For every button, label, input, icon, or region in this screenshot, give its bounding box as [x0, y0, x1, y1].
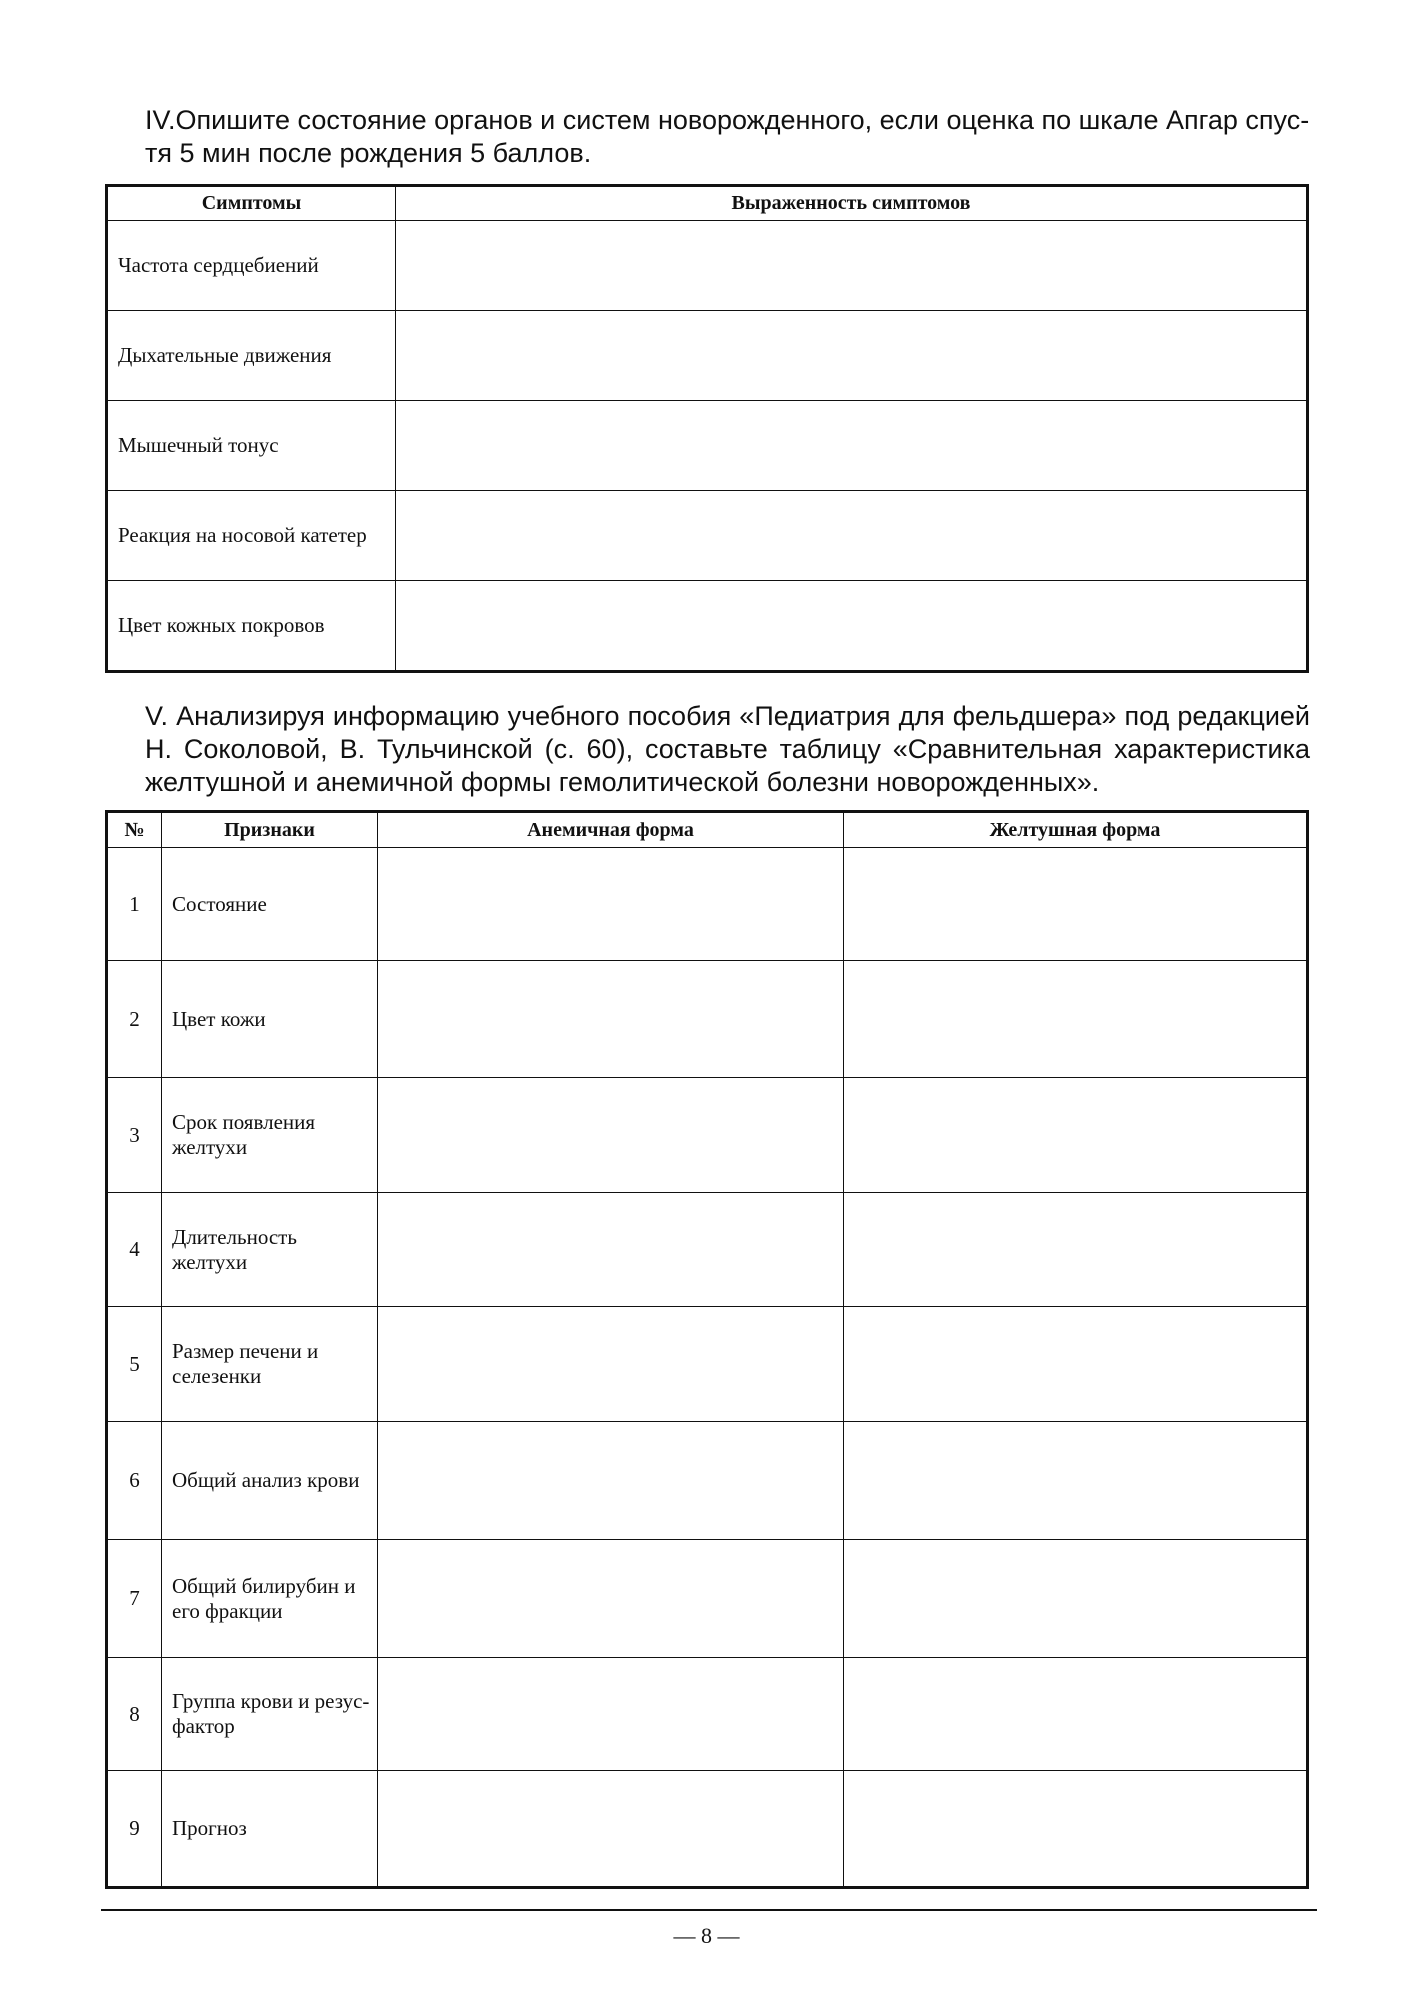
task-5-prompt-line-2: Н. Соколовой, В. Тульчинской (с. 60), составьте таблицу «Сравнительная характеристика [145, 734, 1310, 764]
row-number: 5 [107, 1307, 162, 1422]
task-5-prompt [145, 700, 1310, 799]
severity-answer-cell[interactable] [396, 581, 1308, 672]
table-row [107, 1771, 1308, 1888]
icteric-answer-cell[interactable] [844, 1540, 1308, 1658]
header-number: № [107, 812, 162, 848]
page-number: — 8 — [673, 1923, 740, 1948]
table-row [107, 581, 1308, 672]
header-signs: Признаки [162, 812, 378, 848]
symptom-cell: Реакция на носовой катетер [107, 491, 396, 581]
table-row [107, 961, 1308, 1078]
table-row [107, 491, 1308, 581]
hemolytic-disease-comparison-table [105, 810, 1309, 1889]
row-number: 8 [107, 1658, 162, 1771]
anemic-answer-cell[interactable] [378, 1771, 844, 1888]
severity-answer-cell[interactable] [396, 221, 1308, 311]
table-row [107, 401, 1308, 491]
row-number: 1 [107, 848, 162, 961]
anemic-answer-cell[interactable] [378, 1078, 844, 1193]
severity-answer-cell[interactable] [396, 401, 1308, 491]
anemic-answer-cell[interactable] [378, 1422, 844, 1540]
table-row [107, 221, 1308, 311]
severity-answer-cell[interactable] [396, 491, 1308, 581]
header-symptoms: Симптомы [107, 186, 396, 221]
sign-cell: Размер печени и селезенки [162, 1307, 378, 1422]
icteric-answer-cell[interactable] [844, 848, 1308, 961]
sign-cell: Состояние [162, 848, 378, 961]
sign-cell: Длительность желтухи [162, 1193, 378, 1307]
icteric-answer-cell[interactable] [844, 1078, 1308, 1193]
icteric-answer-cell[interactable] [844, 1658, 1308, 1771]
symptom-cell: Мышечный тонус [107, 401, 396, 491]
icteric-answer-cell[interactable] [844, 1422, 1308, 1540]
anemic-answer-cell[interactable] [378, 1193, 844, 1307]
anemic-answer-cell[interactable] [378, 848, 844, 961]
task-5-prompt-line-3: желтушной и анемичной формы гемолитической болезни новорожденных». [145, 767, 1100, 797]
row-number: 9 [107, 1771, 162, 1888]
table-header-row [107, 186, 1308, 221]
table-row [107, 1078, 1308, 1193]
symptom-cell: Частота сердцебиений [107, 221, 396, 311]
row-number: 2 [107, 961, 162, 1078]
table-row [107, 1422, 1308, 1540]
sign-cell: Группа крови и резус-фактор [162, 1658, 378, 1771]
anemic-answer-cell[interactable] [378, 1658, 844, 1771]
row-number: 3 [107, 1078, 162, 1193]
sign-cell: Общий анализ крови [162, 1422, 378, 1540]
task-4-prompt-line-1: IV.Опишите состояние органов и систем новорожденного, если оценка по шкале Апгар спус- [145, 105, 1310, 135]
icteric-answer-cell[interactable] [844, 961, 1308, 1078]
table-row [107, 1540, 1308, 1658]
row-number: 4 [107, 1193, 162, 1307]
header-icteric-form: Желтушная форма [844, 812, 1308, 848]
icteric-answer-cell[interactable] [844, 1193, 1308, 1307]
icteric-answer-cell[interactable] [844, 1771, 1308, 1888]
severity-answer-cell[interactable] [396, 311, 1308, 401]
symptom-cell: Цвет кожных покровов [107, 581, 396, 672]
table-row [107, 1658, 1308, 1771]
table-header-row [107, 812, 1308, 848]
apgar-symptoms-table [105, 184, 1309, 673]
icteric-answer-cell[interactable] [844, 1307, 1308, 1422]
row-number: 7 [107, 1540, 162, 1658]
sign-cell: Общий билирубин и его фракции [162, 1540, 378, 1658]
table-row [107, 311, 1308, 401]
table-row [107, 1193, 1308, 1307]
anemic-answer-cell[interactable] [378, 1307, 844, 1422]
table-row [107, 848, 1308, 961]
task-5-prompt-line-1: V. Анализируя информацию учебного пособия «Педиатрия для фельдшера» под редакцией [145, 701, 1310, 731]
sign-cell: Прогноз [162, 1771, 378, 1888]
header-severity: Выраженность симптомов [396, 186, 1308, 221]
task-4-prompt [145, 104, 1310, 170]
task-4-prompt-line-2: тя 5 мин после рождения 5 баллов. [145, 138, 592, 168]
anemic-answer-cell[interactable] [378, 961, 844, 1078]
anemic-answer-cell[interactable] [378, 1540, 844, 1658]
row-number: 6 [107, 1422, 162, 1540]
sign-cell: Срок появления желтухи [162, 1078, 378, 1193]
sign-cell: Цвет кожи [162, 961, 378, 1078]
table-row [107, 1307, 1308, 1422]
footer-divider [101, 1909, 1317, 1911]
header-anemic-form: Анемичная форма [378, 812, 844, 848]
symptom-cell: Дыхательные движения [107, 311, 396, 401]
